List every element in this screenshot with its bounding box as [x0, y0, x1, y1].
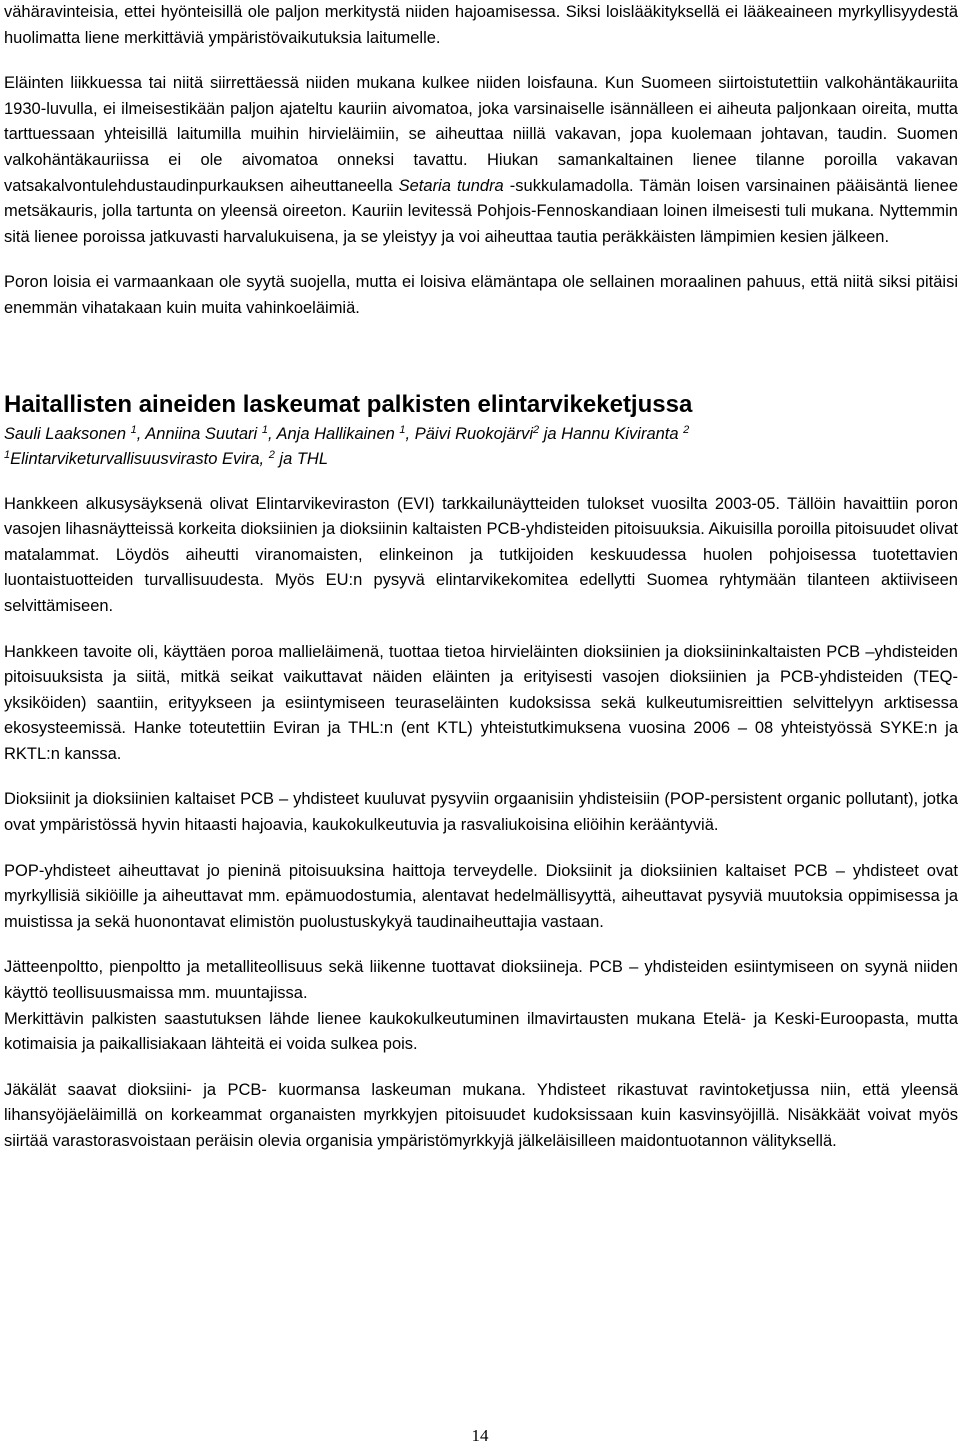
author-affiliation-mark: 2	[533, 423, 540, 436]
paragraph: POP-yhdisteet aiheuttavat jo pieninä pitoisuuksina haittoja terveydelle. Dioksiinit ja dioksiinien kaltaiset PCB – yhdisteet ovat myrkyllisiä sikiöille ja aiheuttavat mm. epämuodostumia, alentavat hedelmällisyyttä, aiheuttavat pysyviä muutoksia oppimisessa ja muistissa ja sekä huonontavat elimistön puolustuskykyä taudinaiheuttajia vastaan.	[4, 861, 958, 931]
affiliation-mark: 1	[4, 448, 11, 461]
document-page	[4, 0, 958, 1155]
affiliation-mark: 2	[268, 448, 275, 461]
author-name: Anniina Suutari	[145, 424, 258, 443]
affiliation-text: ja THL	[274, 449, 329, 468]
paragraph: Poron loisia ei varmaankaan ole syytä suojella, mutta ei loisiva elämäntapa ole sellainen moraalinen pahuus, että niitä siksi pitäisi enemmän vihatakaan kuin muita vahinkoeläimiä.	[4, 273, 958, 317]
author-name: Anja Hallikainen	[276, 424, 395, 443]
page-number: 14	[471, 1426, 489, 1445]
author-affiliation-mark: 2	[683, 423, 690, 436]
paragraph	[4, 71, 958, 250]
paragraph: Dioksiinit ja dioksiinien kaltaiset PCB – yhdisteet kuuluvat pysyviin orgaanisiin yhdisteisiin (POP-persistent organic pollutant), jotka ovat ympäristössä hyvin hitaasti hajoavia, kaukokulkeutuvia ja rasvaliukoisina eliöihin kerääntyviä.	[4, 790, 958, 835]
author-list: Sauli Laaksonen $^1$, Anniina Suutari $^1$, Anja Hallikainen $^1$, Päivi Ruokojärvi$^2$ ja Hannu Kiviranta $^2$	[4, 423, 690, 443]
author-name: Päivi Ruokojärvi	[414, 424, 534, 443]
affiliation-text: Elintarviketurvallisuusvirasto Evira,	[10, 449, 269, 468]
paragraph: Jätteenpoltto, pienpoltto ja metalliteollisuus sekä liikenne tuottavat dioksiineja. PCB – yhdisteiden esiintymiseen on syynä niiden käyttö teollisuusmaissa mm. muuntajissa.	[4, 958, 958, 1003]
author-affiliation-mark: 1	[130, 423, 137, 436]
affiliations	[4, 447, 958, 472]
paragraph: Jäkälät saavat dioksiini- ja PCB- kuormansa laskeuman mukana. Yhdisteet rikastuvat ravintoketjussa niin, että yleensä lihansyöjäeläimillä on korkeammat organaisten myrkkyjen pitoisuudet kudoksissaan kuin kasvinsyöjillä. Nisäkkäät voivat myös siirtää varastorasvoistaan peräisin olevia organisia ympäristömyrkkyjä jälkeläisilleen maidontuotannon välityksellä.	[4, 1080, 958, 1150]
paragraph-text: Eläinten liikkuessa tai niitä siirrettäessä niiden mukana kulkee niiden loisfauna. Kun Suomeen siirtoistutettiin valkohäntäkauriita 1930-luvulla, ei ilmeisestikään paljon ajateltu kauriin aivomatoa, joka varsinaiselle isännälleen ei aiheuta paljonkaan oireita, mutta tarttuessaan yhteisillä laitumilla muihin hirvieläimiin, se aiheuttaa niillä vakavan, jopa kuolemaan johtavan, taudin. Suomen valkohäntäkauriissa ei ole aivomatoa onneksi tavattu. Hiukan samankaltainen lienee tilanne poroilla vakavan vatsakalvontulehdustaudinpurkauksen aiheuttaneella	[4, 74, 958, 195]
author-affiliation-mark: 1	[261, 423, 268, 436]
author-name: Hannu Kiviranta	[561, 424, 679, 443]
paragraph: Hankkeen alkusysäyksenä olivat Elintarvikeviraston (EVI) tarkkailunäytteiden tulokset vuosilta 2003-05. Tällöin havaittiin poron vasojen lihasnäytteissä korkeita dioksiinien ja dioksiinin kaltaisten PCB-yhdisteiden pitoisuuksia. Aikuisilla poroilla pitoisuudet olivat matalammat. Löydös aiheutti viranomaisten, elinkeinon ja tutkijoiden keskuudessa huolen pohjoisessa tuotettavien luontaistuotteiden turvallisuudesta. Myös EU:n pysyvä elintarvikekomitea edellytti Suomea ryhtymään tilanteen aktiiviseen selvittämiseen.	[4, 494, 958, 615]
paragraph: vähäravinteisia, ettei hyönteisillä ole paljon merkitystä niiden hajoamisessa. Siksi loislääkityksellä ei lääkeaineen myrkyllisyydestä huolimatta liene merkittäviä ympäristövaikutuksia laitumelle.	[4, 3, 958, 47]
paragraph-text: -sukkulamadolla. Tämän loisen varsinainen pääisäntä lienee metsäkauris, jolla tartunta on yleensä oireeton. Kauriin levitessä Pohjois-Fennoskandiaan loinen ilmeisesti tuli mukana. Nyttemmin sitä lienee poroissa jatkuvasti harvalukuisena, ja se yleistyy ja voi aiheuttaa tautia peräkkäisten lämpimien kesien jälkeen.	[4, 176, 958, 246]
article-title: Haitallisten aineiden laskeumat palkisten elintarvikeketjussa	[4, 390, 693, 418]
author-name: Sauli Laaksonen	[4, 424, 127, 443]
paragraph: Hankkeen tavoite oli, käyttäen poroa mallieläimenä, tuottaa tietoa hirvieläinten dioksiinien ja dioksiininkaltaisten PCB –yhdisteiden pitoisuuksista ja siitä, mitkä seikat vaikuttavat näiden eläinten ja erityisesti vasojen dioksiinien ja PCB-yhdisteiden (TEQ-yksiköiden) saantiin, erityykseen ja esiintymiseen teuraseläinten kudoksissa sekä kulkeutumisreittien selvittelyyn arktisessa ekosysteemissä. Hanke toteutettiin Eviran ja THL:n (ent KTL) yhteistutkimuksena vuosina 2006 – 08 yhteistyössä SYKE:n ja RKTL:n kanssa.	[4, 642, 958, 763]
author-affiliation-mark: 1	[399, 423, 406, 436]
paragraph: Merkittävin palkisten saastutuksen lähde lienee kaukokulkeutuminen ilmavirtausten mukana Etelä- ja Keski-Euroopasta, mutta kotimaisia ja paikallisiakaan lähteitä ei voida sulkea pois.	[4, 1009, 958, 1054]
species-name: Setaria tundra	[398, 176, 504, 195]
